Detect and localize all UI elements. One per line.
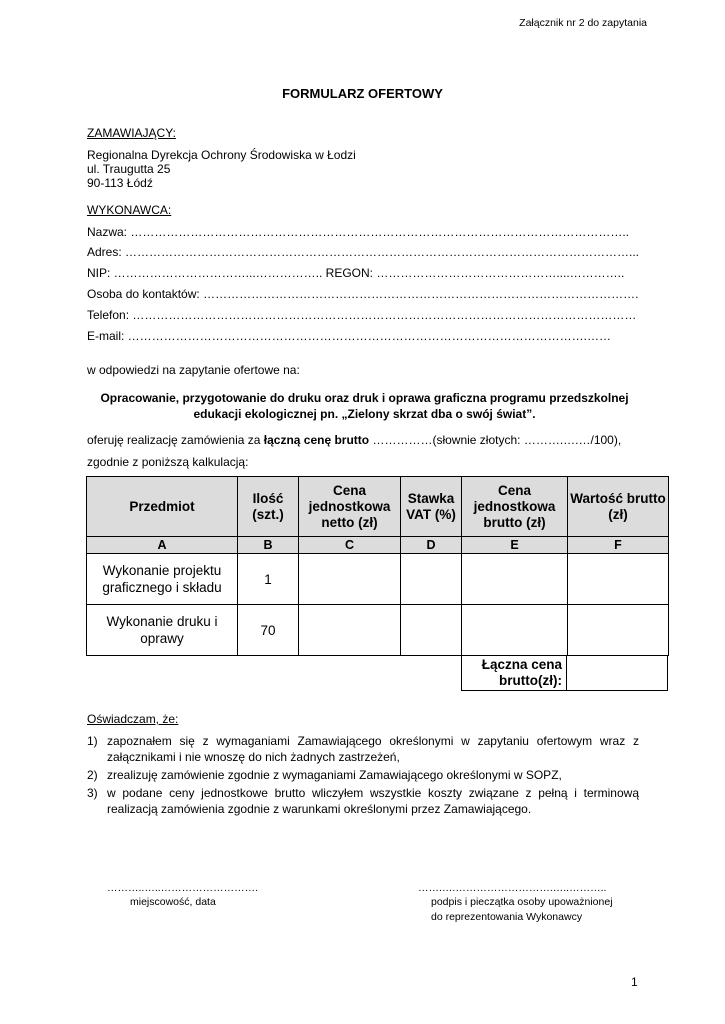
calculation-table <box>86 476 669 656</box>
offer-line2: zgodnie z poniższą kalkulacją: <box>87 455 249 469</box>
letter-f: F <box>568 537 669 554</box>
letter-a: A <box>87 537 238 554</box>
wykonawca-label: WYKONAWCA: <box>87 203 172 217</box>
left-signature-line: ………..…..………………………. <box>107 882 259 894</box>
header-cena-netto: Cena jednostkowa netto (zł) <box>299 477 401 537</box>
letter-e: E <box>462 537 568 554</box>
zamawiajacy-label: ZAMAWIAJĄCY: <box>87 126 176 140</box>
offer-line <box>87 433 621 447</box>
list-item <box>87 733 639 765</box>
attachment-note: Załącznik nr 2 do zapytania <box>519 17 647 29</box>
subject-text: Opracowanie, przygotowanie do druku oraz druk i oprawa graficzna programu przedszkolnej edukacji ekologicznej pn. „Zielony skrzat dba o swój świat”. <box>100 391 629 421</box>
row-cell[interactable] <box>401 554 462 605</box>
item-text: zapoznałem się z wymaganiami Zamawiającego określonymi w zapytaniu ofertowym wraz z załącznikami i nie wnoszę do nich żadnych zastrzeżeń, <box>107 734 639 764</box>
declaration-list <box>87 733 639 819</box>
table-row <box>87 554 669 605</box>
nip-regon-field: NIP: ……………………………...…………….. REGON: ………………………………………....………….. <box>87 266 625 280</box>
right-signature-line: …….….……………………….…..……….. <box>418 882 607 894</box>
list-item <box>87 767 639 783</box>
offer-suffix: ……………(słownie złotych: ……….….…/100), <box>369 433 622 447</box>
declaration-label: Oświadczam, że: <box>87 712 179 726</box>
zamawiajacy-street: ul. Traugutta 25 <box>87 162 171 176</box>
total-value-cell[interactable] <box>567 656 668 691</box>
letter-d: D <box>401 537 462 554</box>
right-signature-label-2: do reprezentowania Wykonawcy <box>431 911 583 923</box>
row-cell[interactable] <box>299 605 401 656</box>
nazwa-field: Nazwa: …………………………………………………………………………………………………………….. <box>87 225 630 239</box>
row-cell[interactable] <box>568 605 669 656</box>
list-item <box>87 785 639 817</box>
header-stawka-vat: Stawka VAT (%) <box>401 477 462 537</box>
row-cell[interactable] <box>462 554 568 605</box>
table-row <box>87 605 669 656</box>
row-qty: 1 <box>238 554 299 605</box>
letter-b: B <box>238 537 299 554</box>
telefon-field: Telefon: ……………………………………………………………………………………………………………… <box>87 308 637 322</box>
form-title: FORMULARZ OFERTOWY <box>282 86 443 101</box>
row-item: Wykonanie projektu graficznego i składu <box>87 554 238 605</box>
header-cena-brutto: Cena jednostkowa brutto (zł) <box>462 477 568 537</box>
row-cell[interactable] <box>462 605 568 656</box>
right-signature-label-1: podpis i pieczątka osoby upoważnionej <box>431 896 613 908</box>
item-text: w podane ceny jednostkowe brutto wliczyłem wszystkie koszty związane z pełną i terminową realizacją zamówienia zgodnie z warunkami określonymi przez Zamawiającego. <box>107 786 639 816</box>
email-field: E-mail: …………………………………………………………………………………………………….…… <box>87 329 612 343</box>
header-wartosc-brutto: Wartość brutto (zł) <box>568 477 669 537</box>
item-number: 3) <box>87 786 98 800</box>
intro-text: w odpowiedzi na zapytanie ofertowe na: <box>87 363 300 377</box>
page-number: 1 <box>631 975 638 989</box>
row-item: Wykonanie druku i oprawy <box>87 605 238 656</box>
item-number: 2) <box>87 768 98 782</box>
row-qty: 70 <box>238 605 299 656</box>
offer-prefix: oferuję realizację zamówienia za <box>87 433 264 447</box>
zamawiajacy-name: Regionalna Dyrekcja Ochrony Środowiska w Łodzi <box>87 148 356 162</box>
osoba-field: Osoba do kontaktów: ………………………………………………………………………………………………. <box>87 287 639 301</box>
total-label: Łączna cena brutto(zł): <box>461 656 567 691</box>
letter-c: C <box>299 537 401 554</box>
item-number: 1) <box>87 734 98 748</box>
item-text: zrealizuję zamówienie zgodnie z wymaganiami Zamawiającego określonymi w SOPZ, <box>107 768 562 782</box>
row-cell[interactable] <box>401 605 462 656</box>
adres-field: Adres: ………………………………………………………………………………………………………………... <box>87 245 640 259</box>
row-cell[interactable] <box>299 554 401 605</box>
header-przedmiot: Przedmiot <box>87 477 238 537</box>
zamawiajacy-city: 90-113 Łódź <box>87 176 153 190</box>
offer-bold: łączną cenę brutto <box>263 433 370 447</box>
row-cell[interactable] <box>568 554 669 605</box>
header-ilosc: Ilość (szt.) <box>238 477 299 537</box>
left-signature-label: miejscowość, data <box>130 896 216 908</box>
